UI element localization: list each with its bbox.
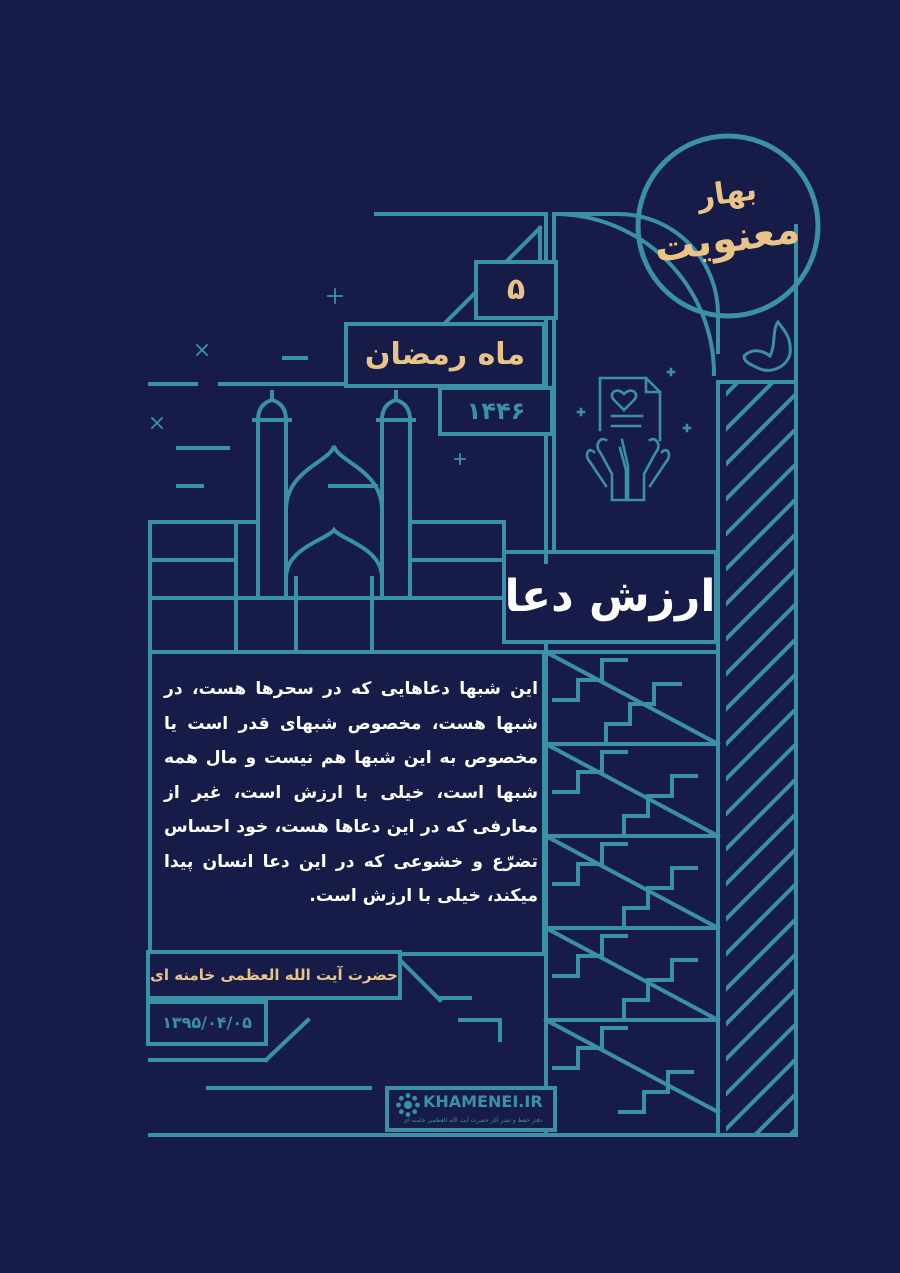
speaker-name: حضرت آیت الله العظمی خامنه ای: [150, 966, 398, 984]
mosque-drawing: [254, 392, 414, 650]
staircase: [546, 652, 718, 1112]
dome-icon: [258, 400, 286, 420]
logo-line1: بهار: [694, 172, 759, 215]
day-number: ۵: [506, 272, 526, 307]
logo-title: [638, 152, 816, 298]
brand-name: KHAMENEI.IR: [423, 1092, 543, 1111]
dove-icon: [744, 322, 790, 370]
brand-subtitle: دفتر حفظ و نشر آثار حضرت آیت الله العظمی خامنه ای: [403, 1117, 543, 1124]
praying-hands-icon: [578, 369, 690, 500]
hatch-pattern: [660, 260, 860, 1273]
brand-logo[interactable]: [387, 1088, 555, 1130]
quote-text: این شبها دعاهایی که در سحرها هست، در شبها هست، مخصوص شبهای قدر است یا مخصوص به این شبها هم نیست و مال همه شبها است، خیلی با ارزش است، غیر از معارفی که در این دعاها هست، خود احساس تضرّع و خشوعی که در این دعا انسان پیدا میکند، خیلی با ارزش است.: [164, 679, 538, 906]
dome-icon: [382, 400, 410, 420]
month-label: ماه رمضان: [364, 337, 526, 372]
topic-title: ارزش دعا: [504, 571, 716, 622]
year-label: ۱۴۴۶: [466, 397, 526, 425]
logo-line2: معنویت: [651, 206, 803, 272]
quote-date: ۱۳۹۵/۰۴/۰۵: [162, 1013, 252, 1032]
